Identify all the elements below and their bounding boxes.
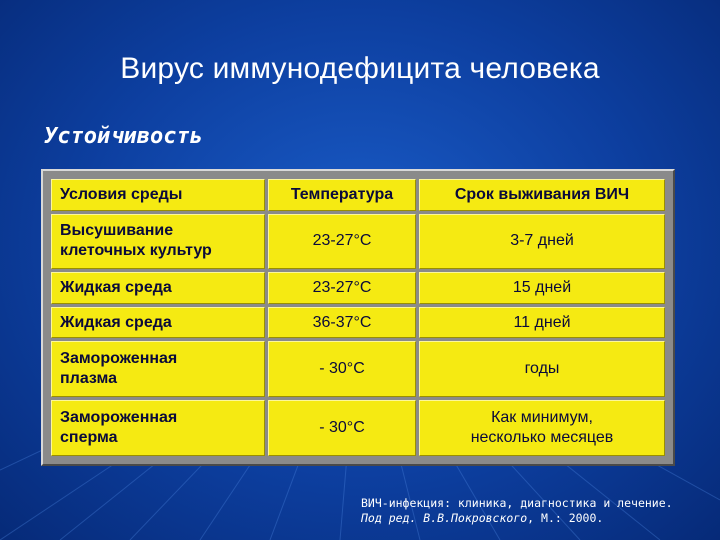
cell-condition-line: сперма (60, 429, 118, 447)
table-row (51, 400, 665, 456)
slide-title: Вирус иммунодефицита человека (120, 52, 600, 85)
cell-temperature: 23-27°С (268, 214, 416, 270)
reference-publisher: , М.: 2000. (527, 511, 604, 525)
table-row (51, 272, 665, 304)
cell-condition: Жидкая среда (51, 307, 265, 339)
reference-citation (361, 496, 681, 526)
cell-condition-line: Замороженная (60, 350, 178, 368)
header-survival: Срок выживания ВИЧ (419, 179, 665, 211)
cell-temperature: 36-37°С (268, 307, 416, 339)
table-row (51, 307, 665, 339)
survival-table (48, 176, 668, 459)
cell-temperature: 23-27°С (268, 272, 416, 304)
cell-survival-line: несколько месяцев (470, 429, 614, 447)
header-temperature: Температура (268, 179, 416, 211)
table-row (51, 341, 665, 397)
cell-survival: 15 дней (419, 272, 665, 304)
cell-condition (51, 400, 265, 456)
table-header-row (51, 179, 665, 211)
cell-condition-line: Высушивание (60, 222, 174, 240)
header-conditions: Условия среды (51, 179, 265, 211)
cell-condition-line: клеточных культур (60, 242, 212, 260)
reference-editor: Под ред. В.В.Покровского (361, 511, 528, 525)
survival-table-frame (41, 169, 675, 466)
cell-temperature: - 30°С (268, 400, 416, 456)
cell-condition-line: плазма (60, 370, 117, 388)
cell-condition: Жидкая среда (51, 272, 265, 304)
cell-survival: 11 дней (419, 307, 665, 339)
reference-text: ВИЧ-инфекция: клиника, диагностика и лечение. (361, 496, 673, 510)
table-row (51, 214, 665, 270)
slide-subtitle: Устойчивость (44, 124, 203, 149)
cell-survival-line: Как минимум, (491, 409, 593, 427)
cell-survival: годы (419, 341, 665, 397)
cell-survival (419, 400, 665, 456)
cell-condition (51, 341, 265, 397)
cell-condition (51, 214, 265, 270)
cell-condition-line: Замороженная (60, 409, 178, 427)
cell-temperature: - 30°С (268, 341, 416, 397)
cell-survival: 3-7 дней (419, 214, 665, 270)
